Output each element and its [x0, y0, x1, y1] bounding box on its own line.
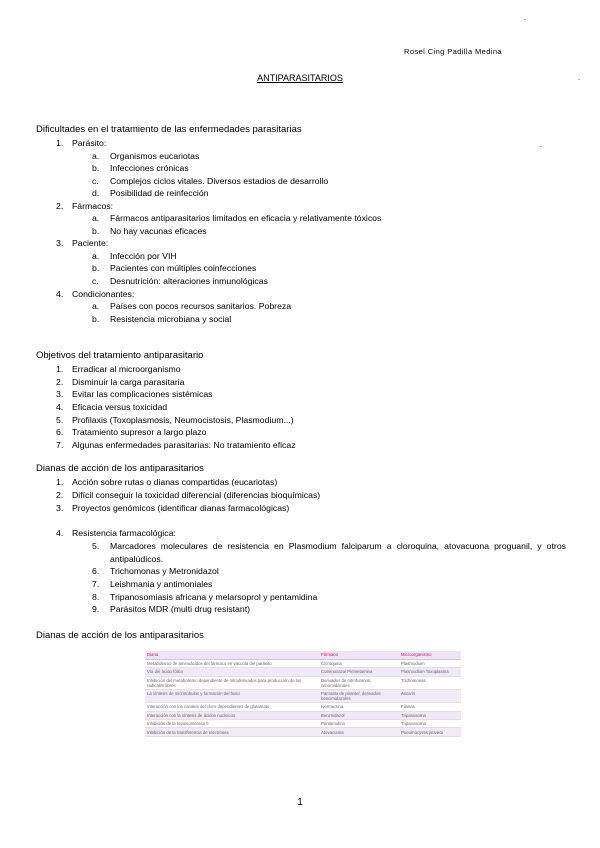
sub-letter: c.: [92, 276, 99, 286]
list-number: 3.: [56, 238, 64, 248]
list-number: 1.: [56, 138, 64, 148]
table-cell: Metabolismo de aminoácidos del fármaco en vacuola del parásito: [145, 659, 319, 667]
table-cell: Filarias: [399, 703, 461, 711]
sub-letter: d.: [92, 188, 100, 198]
sub-item: Infección por VIH: [110, 251, 177, 261]
list-number: 3.: [56, 389, 64, 399]
sub-item: Desnutrición: alteraciones inmunológicas: [110, 276, 268, 286]
table-cell: Inhibición del metabolismo dependiente de nitroderivados para producción de los radicales libres: [145, 676, 319, 689]
sub-item: Organismos eucariotas: [110, 151, 200, 161]
sub-letter: b.: [92, 263, 100, 273]
sub-letter: a.: [92, 301, 100, 311]
table-cell: Cloroquina: [319, 659, 399, 667]
sub-number: 7.: [92, 579, 100, 589]
section-heading: Dificultades en el tratamiento de las enfermedades parasitarias: [36, 124, 302, 135]
sub-number: 8.: [92, 592, 100, 602]
sub-item: Infecciones crónicas: [110, 163, 189, 173]
table-cell: Inhibición de la transferencia de electrones: [145, 728, 319, 736]
sub-item: Posibilidad de reinfección: [110, 188, 209, 198]
list-number: 2.: [56, 490, 64, 500]
sub-item: Marcadores moleculares de resistencia en Plasmodium falciparum a cloroquina, atovacuona proguanil, y otros antipalúdicos.: [110, 541, 566, 564]
table-row: [145, 689, 461, 702]
sub-item: Tripanosomiasis africana y melarsoprol y pentamidina: [110, 592, 318, 602]
sub-number: 5.: [92, 541, 100, 551]
sub-letter: c.: [92, 176, 99, 186]
sub-item: Complejos ciclos vitales. Diversos estadios de desarrollo: [110, 176, 329, 186]
section-heading: Objetivos del tratamiento antiparasitario: [36, 350, 204, 361]
column-header: Diana: [145, 651, 319, 659]
table-cell: Pentamidina: [319, 720, 399, 728]
table-row: [145, 676, 461, 689]
list-item: Evitar las complicaciones sistémicas: [72, 389, 213, 399]
table-cell: Cotrimoxazol Pirimetamina: [319, 668, 399, 676]
table-cell: Ivermectina: [319, 703, 399, 711]
sub-number: 9.: [92, 604, 100, 614]
table-cell: Tripanosoma: [399, 711, 461, 719]
table-row: [145, 720, 461, 728]
scan-mark: [524, 19, 526, 20]
list-number: 1.: [56, 477, 64, 487]
list-item: Eficacia versus toxicidad: [72, 402, 168, 412]
list-item: Profilaxis (Toxoplasmosis, Neumocistosis, Plasmodium...): [72, 415, 294, 425]
list-number: 2.: [56, 201, 64, 211]
list-item: Parásito:: [72, 138, 107, 148]
table-cell: Pamoato de pirantel, derivados bencimidazoles: [319, 689, 399, 702]
sub-letter: b.: [92, 226, 100, 236]
list-item: Condicionantes:: [72, 289, 135, 299]
table-cell: Plasmodium: [399, 659, 461, 667]
sub-number: 6.: [92, 566, 100, 576]
table-row: [145, 703, 461, 711]
table-cell: Plasmodium Toxoplasma: [399, 668, 461, 676]
list-item: Erradicar al microorganismo: [72, 364, 181, 374]
list-number: 4.: [56, 402, 64, 412]
list-item: Resistencia farmacológica:: [72, 528, 176, 538]
list-item: Tratamiento supresor a largo plazo: [72, 427, 207, 437]
page-title: ANTIPARASITARIOS: [257, 73, 343, 83]
table-row: [145, 728, 461, 736]
sub-letter: a.: [92, 213, 100, 223]
list-item: Disminuir la carga parasitaria: [72, 377, 185, 387]
sub-item: Fármacos antiparasitarios limitados en eficacia y relativamente tóxicos: [110, 213, 382, 223]
sub-item: Parásitos MDR (multi drug resistant): [110, 604, 251, 614]
table-cell: Benznidazol: [319, 711, 399, 719]
list-number: 1.: [56, 364, 64, 374]
list-item: Paciente:: [72, 238, 109, 248]
list-item: Algunas enfermedades parasitarias: No tratamiento eficaz: [72, 440, 296, 450]
table-cell: Tripanosoma: [399, 720, 461, 728]
sub-letter: a.: [92, 251, 100, 261]
list-number: 7.: [56, 440, 64, 450]
table-cell: Atovacuona: [319, 728, 399, 736]
table-cell: Derivados de nitrofuranos, nitroimidazoles: [319, 676, 399, 689]
table-header-row: [145, 651, 461, 659]
list-number: 5.: [56, 415, 64, 425]
table-row: [145, 659, 461, 667]
sub-item: Países con pocos recursos sanitarios. Pobreza: [110, 301, 292, 311]
sub-letter: b.: [92, 163, 100, 173]
page-number: 1: [297, 797, 303, 808]
table-row: [145, 711, 461, 719]
sub-item: Trichomonas y Metronidazol: [110, 566, 219, 576]
list-number: 2.: [56, 377, 64, 387]
table-cell: Inhibición de la topoisomerasa II: [145, 720, 319, 728]
list-item: Fármacos:: [72, 201, 114, 211]
author-name: Rosel Cing Padilla Medina: [404, 47, 502, 56]
column-header: Fármaco: [319, 651, 399, 659]
section-heading: Dianas de acción de los antiparasitarios: [36, 630, 204, 641]
sub-item: No hay vacunas eficaces: [110, 226, 207, 236]
list-item: Acción sobre rutas o dianas compartidas (eucariotas): [72, 477, 278, 487]
list-item: Difícil conseguir la toxicidad diferencial (diferencias bioquímicas): [72, 490, 321, 500]
table-row: [145, 668, 461, 676]
table-cell: Interacción con la síntesis de ácidos nucleicos: [145, 711, 319, 719]
table-cell: Ascaris: [399, 689, 461, 702]
sub-item: Pacientes con múltiples coinfecciones: [110, 263, 257, 273]
table-cell: Interacción con los canales del cloro dependientes de glutamato: [145, 703, 319, 711]
sub-item: Resistencia microbiana y social: [110, 314, 232, 324]
list-number: 4.: [56, 289, 64, 299]
list-item: Proyectos genómicos (identificar dianas farmacológicas): [72, 503, 290, 513]
table-cell: Vía del ácido fólico: [145, 668, 319, 676]
column-header: Microorganismo: [399, 651, 461, 659]
targets-table: [145, 651, 461, 737]
sub-letter: a.: [92, 151, 100, 161]
scan-mark: [540, 146, 542, 147]
list-number: 4.: [56, 528, 64, 538]
table-cell: Pneumocystis jirovecii: [399, 728, 461, 736]
list-number: 6.: [56, 427, 64, 437]
sub-item: Leishmania y antimoniales: [110, 579, 213, 589]
table-cell: Trichomonas: [399, 676, 461, 689]
sub-letter: b.: [92, 314, 100, 324]
table-cell: La síntesis de microtúbulos y formación del huso: [145, 689, 319, 702]
section-heading: Dianas de acción de los antiparasitarios: [36, 463, 204, 474]
list-number: 3.: [56, 503, 64, 513]
